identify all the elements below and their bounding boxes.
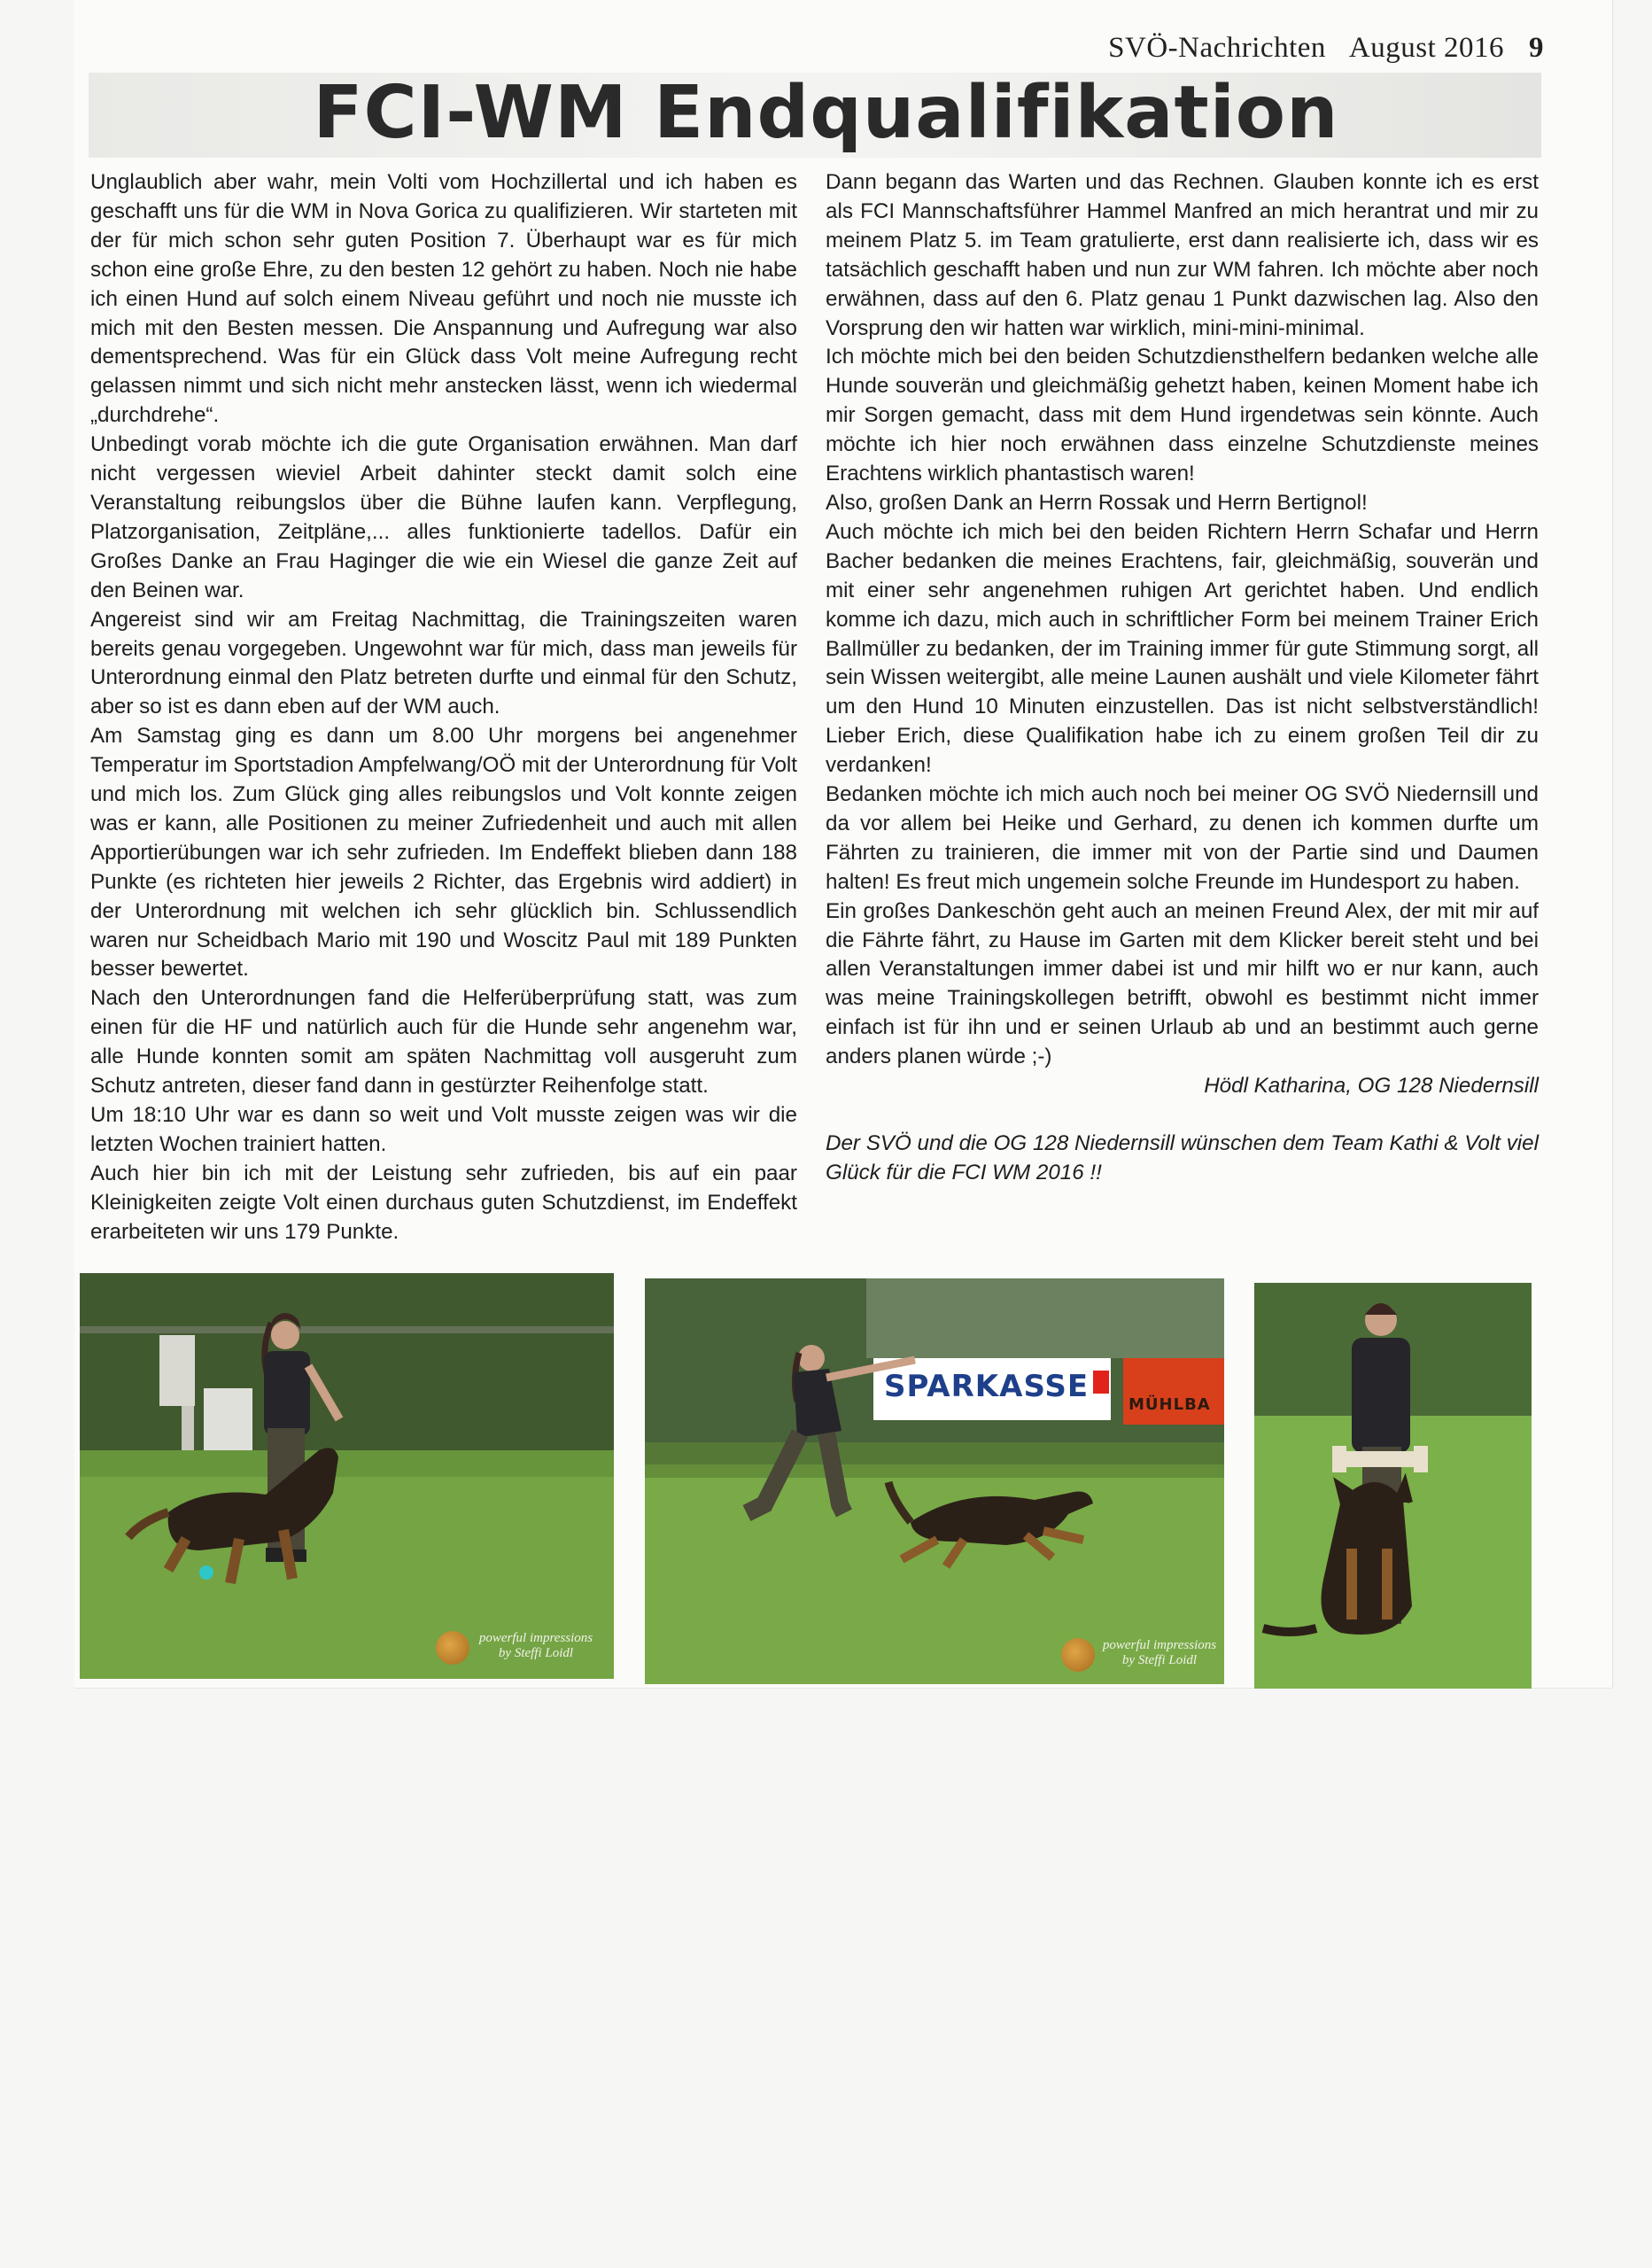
photo-send-away bbox=[645, 1278, 1224, 1684]
paragraph: Unbedingt vorab möchte ich die gute Organisation erwähnen. Man darf nicht vergessen wieviel Arbeit dahinter steckt damit solch eine Veranstaltung reibungslos über die Bühne laufen kann. Verpflegung, Platzorganisation, Zeitpläne,... alles funktionierte tadellos. Dafür ein Großes Danke an Frau Haginger die wie ein Wiesel die ganze Zeit auf den Beinen war. bbox=[90, 432, 797, 602]
watermark-line: by Steffi Loidl bbox=[498, 1646, 574, 1660]
paragraph: Unglaublich aber wahr, mein Volti vom Hochzillertal und ich haben es geschafft uns für die WM in Nova Gorica zu qualifizieren. Wir starteten mit der für mich schon sehr guten Position 7. Überhaupt war es für mich schon eine große Ehre, zu den besten 12 gehört zu haben. Noch nie habe ich einen Hund auf solch einem Niveau geführt und noch nie musste ich mich mit den Besten messen. Die Anspannung und Aufregung war also dementsprechend. Was für ein Glück dass Volt meine Aufregung recht gelassen nimmt und sich nicht mehr anstecken lässt, wenn ich wiedermal „durchdrehe“. bbox=[90, 170, 797, 428]
sparkasse-logo-icon bbox=[1093, 1371, 1109, 1394]
watermark-line: powerful impressions bbox=[1102, 1638, 1217, 1652]
page-header bbox=[1005, 32, 1544, 73]
article-left-column bbox=[90, 168, 797, 1247]
photographer-logo-icon bbox=[1061, 1638, 1095, 1672]
paragraph: Auch hier bin ich mit der Leistung sehr zufrieden, bis auf ein paar Kleinigkeiten zeigte Volt einen durchaus guten Schutzdienst, im Endeffekt erarbeiteten wir uns 179 Punkte. bbox=[90, 1161, 797, 1244]
article-right-column bbox=[826, 168, 1539, 1188]
muehlbach-banner: MÜHLBA bbox=[1128, 1395, 1211, 1414]
article-title: FCI-WM Endqualifikation bbox=[313, 71, 1339, 155]
watermark-line: powerful impressions bbox=[478, 1631, 593, 1645]
author-signature: Hödl Katharina, OG 128 Niedernsill bbox=[1204, 1074, 1539, 1099]
paragraph: Auch möchte ich mich bei den beiden Richtern Herrn Schafar und Herrn Bacher bedanken die meines Erachtens, fair, gleichmäßig, souverän und mit einer sehr angenehmen ruhigen Art gerichtet haben. Und endlich komme ich dazu, mich auch in schriftlicher Form bei meinem Trainer Erich Ballmüller zu bedanken, der im Training immer für gute Stimmung sorgt, all sein Wissen weitergibt, alle meine Launen aushält und viele Kilometer fährt um den Hund 10 Minuten einzustellen. Das ist nicht selbstverständlich! Lieber Erich, diese Qualifikation habe ich zu einem großen Teil dir zu verdanken! bbox=[826, 519, 1539, 778]
photo-watermark bbox=[469, 1631, 602, 1661]
paragraph: Nach den Unterordnungen fand die Helferüberprüfung statt, was zum einen für die HF und natürlich auch für die Hunde sehr angenehm war, alle Hunde konnten somit am späten Nachmittag voll ausgeruht zum Schutz antreten, dieser fand dann in gestürzter Reihenfolge statt. bbox=[90, 986, 797, 1099]
photo-retrieve bbox=[1254, 1283, 1532, 1689]
paragraph: Um 18:10 Uhr war es dann so weit und Volt musste zeigen was wir die letzten Wochen trainiert hatten. bbox=[90, 1103, 797, 1156]
paragraph: Ein großes Dankeschön geht auch an meinen Freund Alex, der mit mir auf die Fährte fährt, zu Hause im Garten mit dem Klicker bereit steht und bei allen Veranstaltungen immer dabei ist und mir hilft wo er nur kann, auch was meine Trainingskollegen betrifft, obwohl es bestimmt nicht immer einfach ist für ihn und er seinen Urlaub ab und an bestimmt auch gerne anders planen würde ;-) bbox=[826, 898, 1539, 1069]
closing-wish: Der SVÖ und die OG 128 Niedernsill wünschen dem Team Kathi & Volt viel Glück für die FCI WM 2016 !! bbox=[826, 1131, 1539, 1184]
paragraph: Ich möchte mich bei den beiden Schutzdiensthelfern bedanken welche alle Hunde souverän und gleichmäßig gehetzt haben, keinen Moment habe ich mir Sorgen gemacht, dass mit dem Hund irgendetwas sein könnte. Auch möchte ich hier noch erwähnen dass einzelne Schutzdienste meines Erachtens wirklich phantastisch waren! bbox=[826, 345, 1539, 486]
watermark-line: by Steffi Loidl bbox=[1121, 1653, 1198, 1667]
magazine-name: SVÖ-Nachrichten bbox=[1108, 32, 1326, 64]
paragraph: Am Samstag ging es dann um 8.00 Uhr morgens bei angenehmer Temperatur im Sportstadion Ampfelwang/OÖ mit der Unterordnung für Volt und mich los. Zum Glück ging alles reibungslos und Volt konnte zeigen was er kann, alle Positionen zu meiner Zufriedenheit und auch mit allen Apportierübungen war ich sehr zufrieden. Im Endeffekt blieben dann 188 Punkte (es richteten hier jeweils 2 Richter, das Ergebnis wird addiert) in der Unterordnung mit welchen ich sehr glücklich bin. Schlussendlich waren nur Scheidbach Mario mit 190 und Woscitz Paul mit 189 Punkten besser bewertet. bbox=[90, 724, 797, 982]
photo-watermark bbox=[1093, 1638, 1224, 1668]
paragraph: Bedanken möchte ich mich auch noch bei meiner OG SVÖ Niedernsill und da vor allem bei Heike und Gerhard, zu denen ich kommen durfte um Fährten zu trainieren, die immer mit von der Partie sind und Daumen halten! Es freut mich ungemein solche Freunde im Hundesport zu haben. bbox=[826, 782, 1539, 894]
paragraph: Dann begann das Warten und das Rechnen. Glauben konnte ich es erst als FCI Mannschaftsführer Hammel Manfred an mich herantrat und mir zu meinem Platz 5. im Team gratulierte, erst dann realisierte ich, dass wir es tatsächlich geschafft haben und nun zur WM fahren. Ich möchte aber noch erwähnen, dass auf den 6. Platz genau 1 Punkt dazwischen lag. Also den Vorsprung den wir hatten war wirklich, mini-mini-minimal. bbox=[826, 170, 1539, 340]
sparkasse-banner: SPARKASSE bbox=[884, 1369, 1090, 1404]
issue-date: August 2016 bbox=[1348, 32, 1504, 64]
photographer-logo-icon bbox=[436, 1631, 469, 1665]
photo-heeling bbox=[80, 1273, 614, 1679]
paragraph: Angereist sind wir am Freitag Nachmittag, die Trainingszeiten waren bereits genau vorgegeben. Ungewohnt war für mich, dass man jeweils für Unterordnung einmal den Platz betreten durfte und einmal für den Schutz, aber so ist es dann eben auf der WM auch. bbox=[90, 607, 797, 719]
paragraph: Also, großen Dank an Herrn Rossak und Herrn Bertignol! bbox=[826, 490, 1368, 515]
page-number: 9 bbox=[1529, 32, 1544, 64]
